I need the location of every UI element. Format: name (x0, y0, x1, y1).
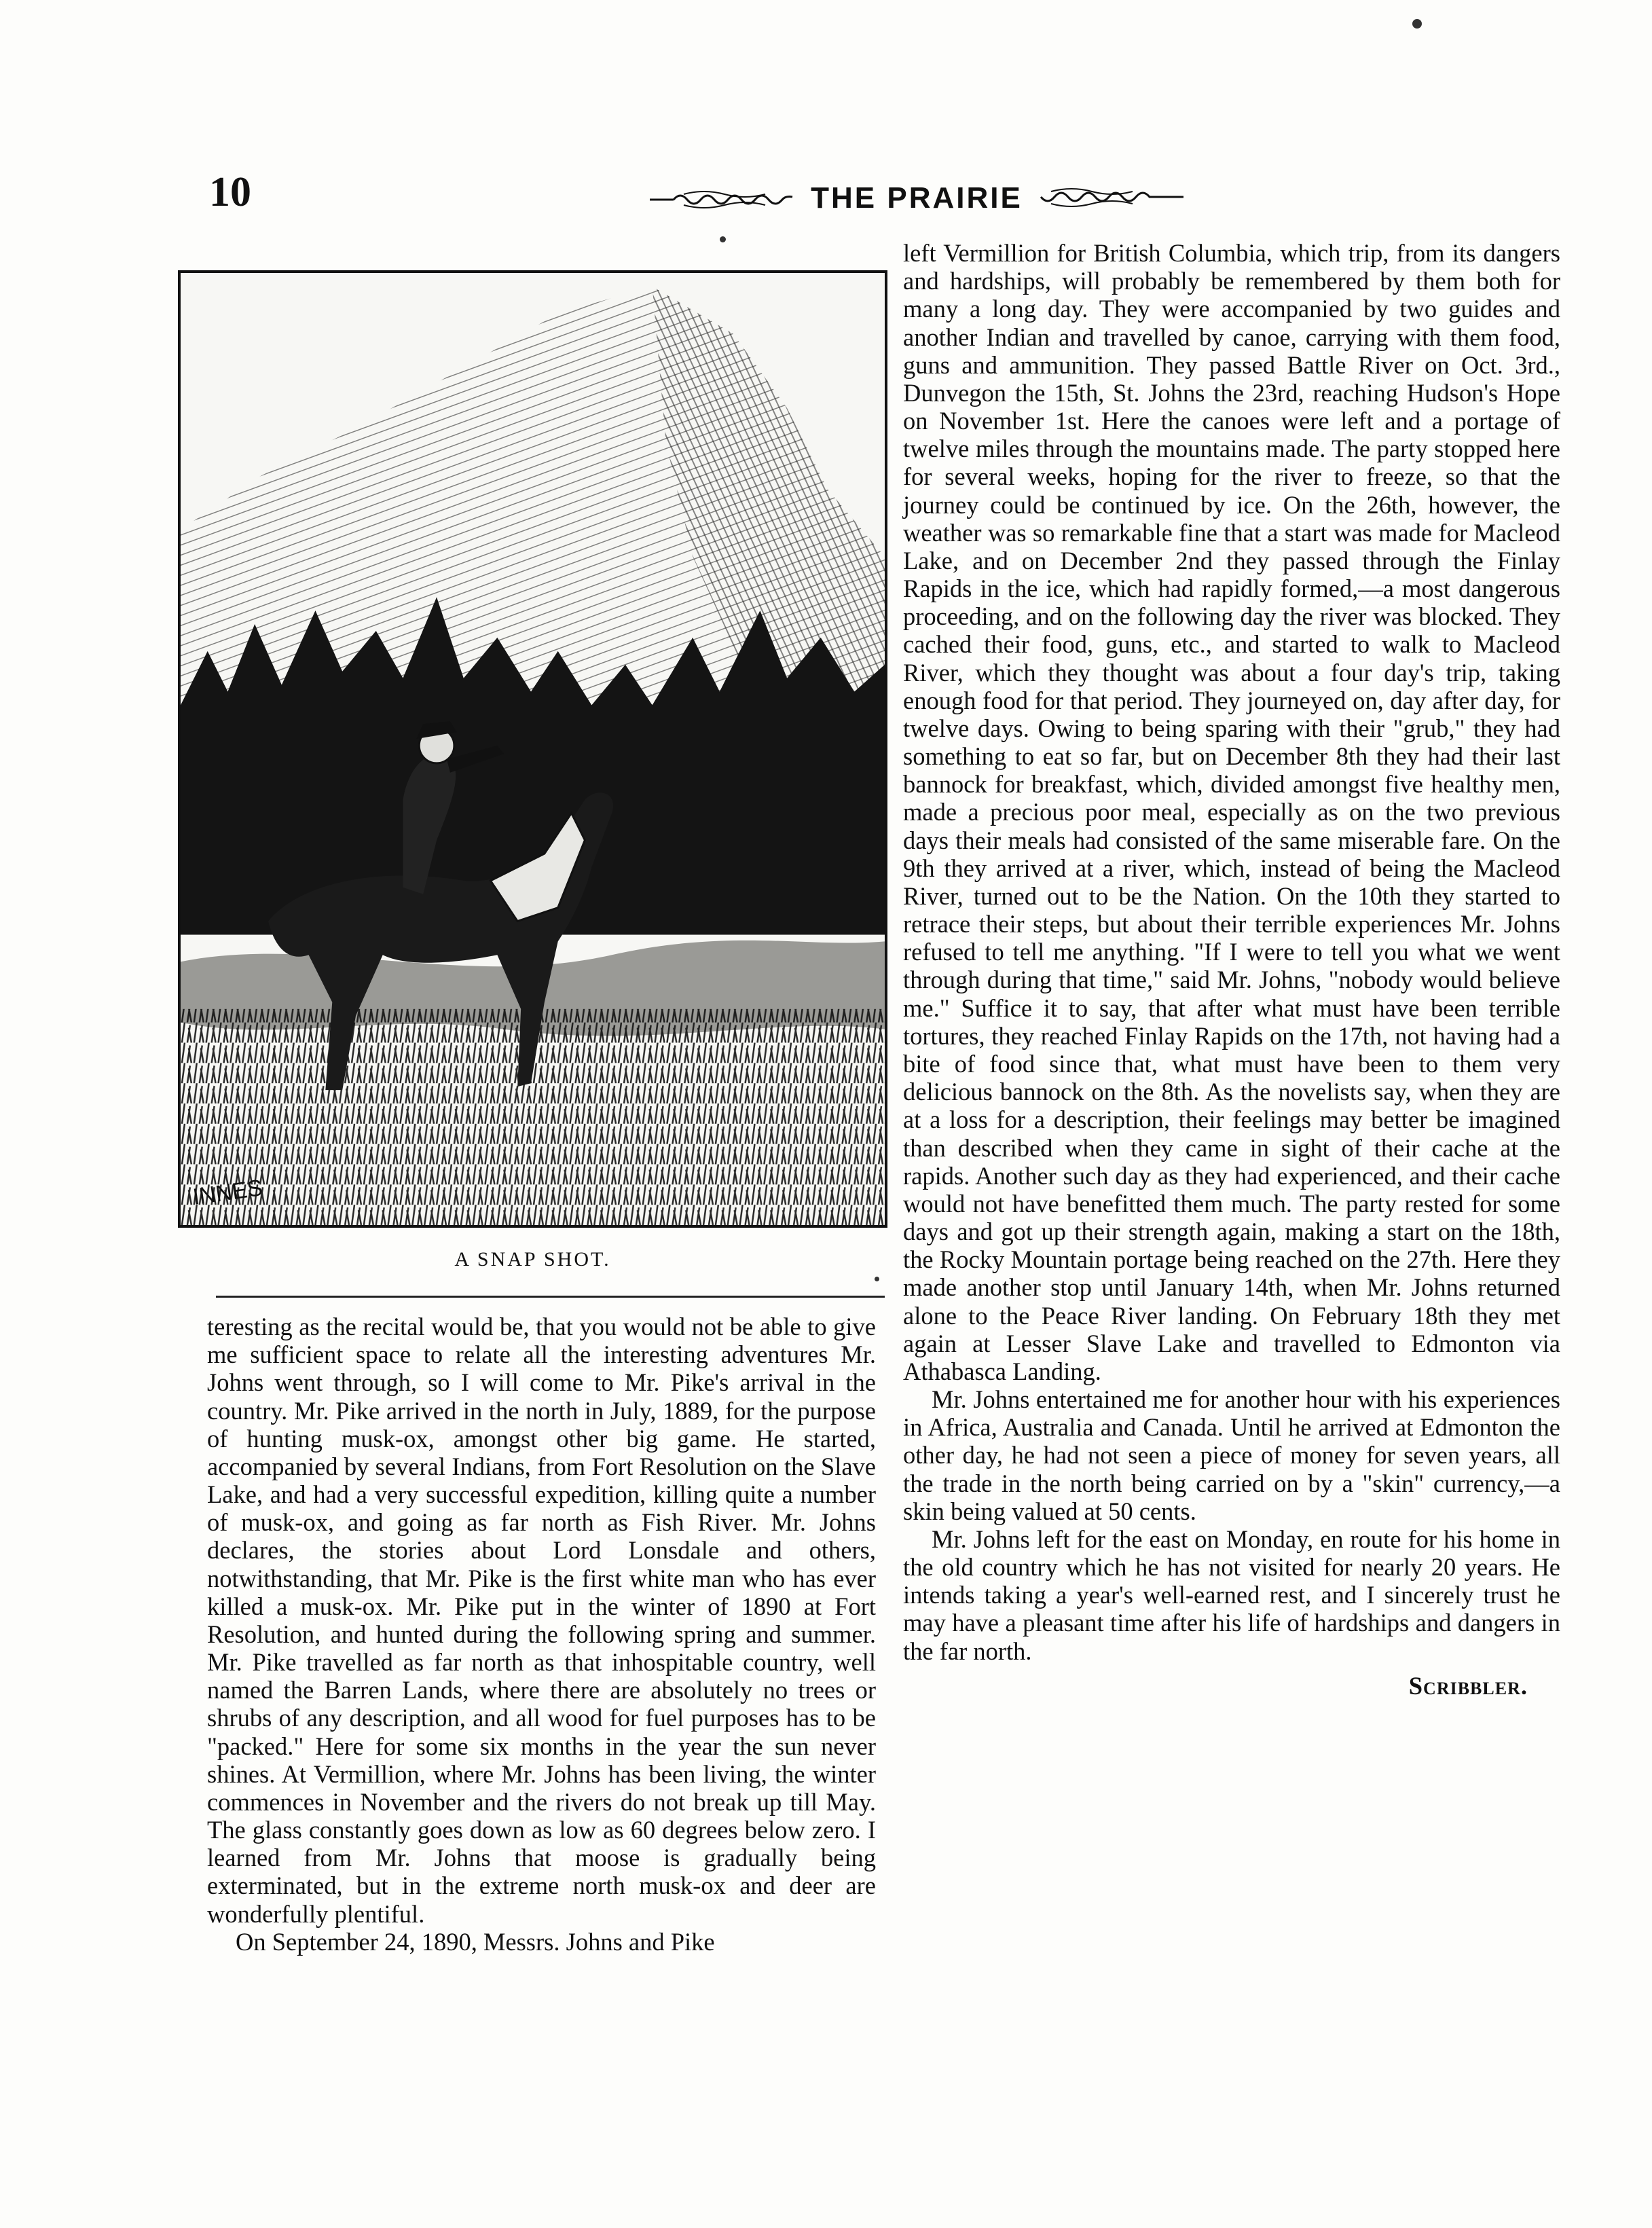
right-paragraph-2: Mr. Johns entertained me for another hour with his experiences in Africa, Australia and Canada. Until he arrived at Edmonton the other day, he had not seen a piece of money for seven years, all the trade in the north being carried on by a "skin" currency,—a skin being valued at 50 cents. (903, 1385, 1560, 1525)
page-number: 10 (209, 169, 251, 215)
left-paragraph-1: teresting as the recital would be, that you would not be able to give me sufficient space to relate all the interesting adventures Mr. Johns went through, so I will come to Mr. Pike's arrival in the country. Mr. Pike arrived in the north in July, 1889, for the purpose of hunting musk-ox, amongst other big game. He started, accompanied by several Indians, from Fort Resolution on the Slave Lake, and had a very successful expedition, killing quite a number of musk-ox, and going as far north as Fish River. Mr. Johns declares, the stories about Lord Lonsdale and others, notwithstanding, that Mr. Pike is the first white man who has ever killed a musk-ox. Mr. Pike put in the winter of 1890 at Fort Resolution, and hunted during the following spring and summer. Mr. Pike travelled as far north as that inhospitable country, well named the Barren Lands, where there are absolutely no trees or shrubs of any description, and all wood for fuel purposes has to be "packed." Here for some six months in the year the sun never shines. At Vermillion, where Mr. Johns has been living, the winter commences in November and the rivers do not break up till May. The glass constantly goes down as low as 60 degrees below zero. I learned from Mr. Johns that moose is gradually being exterminated, but in the extreme north musk-ox and deer are wonderfully plentiful. (207, 1313, 876, 1928)
publication-title: THE PRAIRIE (811, 181, 1023, 215)
left-article-column (207, 1313, 876, 1956)
masthead (625, 178, 1209, 219)
print-speck (875, 1277, 879, 1281)
illustration-caption: A SNAP SHOT. (454, 1248, 611, 1271)
print-speck (720, 236, 726, 242)
print-speck (1412, 19, 1422, 29)
right-paragraph-1: left Vermillion for British Columbia, which trip, from its dangers and hardships, will probably be remembered by them both for many a long day. They were accompanied by two guides and another Indian and travelled by canoe, carrying with them food, guns and ammunition. They passed Battle River on Oct. 3rd., Dunvegon the 15th, St. Johns the 23rd, reaching Hudson's Hope on November 1st. Here the canoes were left and a portage of twelve miles through the mountains made. The party stopped here for several weeks, hoping for the river to freeze, so that the journey could be continued by ice. On the 26th, however, the weather was so remarkable fine that a start was made for Macleod Lake, and on December 2nd they passed through the Finlay Rapids in the ice, which had rapidly formed,—a most dangerous proceeding, and on the following day the river was blocked. They cached their food, guns, etc., and started to walk to Macleod River, which they thought was about a four day's trip, taking enough food for that period. They journeyed on, day after day, for twelve days. Owing to being sparing with their "grub," they had something to eat so far, but on December 8th they had their last bannock for breakfast, which, divided amongst five healthy men, made a precious poor meal, especially as on the two previous days their meals had consisted of the same miserable fare. On the 9th they arrived at a river, which, instead of being the Macleod River, turned out to be the Nation. On the 10th they started to retrace their steps, but about their terrible experiences Mr. Johns refused to tell me anything. "If I were to tell you what we went through during that time," said Mr. Johns, "nobody would believe me." Suffice it to say, that after what must have been terrible tortures, they reached Finlay Rapids on the 17th, not having had a bite of food since that, what must have been to them very delicious bannock on the 8th. As the novelists say, when they are at a loss for a description, their feelings may better be imagined than described when they came in sight of their cache at the rapids. Another such day as they had experienced, and their cache would not have benefitted them much. The party rested for some days and got up their strength again, making a start on the 18th, the Rocky Mountain portage being reached on the 27th. Here they made another stop until January 14th, when Mr. Johns returned alone to the Peace River landing. On February 18th they met again at Lesser Slave Lake and travelled to Edmonton via Athabasca Landing. (903, 239, 1560, 1385)
artist-signature: INNES (191, 1175, 265, 1211)
caption-rule (216, 1296, 885, 1298)
left-final-line: On September 24, 1890, Messrs. Johns and Pike (236, 1927, 715, 1956)
snap-shot-illustration (178, 270, 887, 1228)
left-scroll-ornament (646, 185, 796, 212)
right-scroll-ornament (1038, 185, 1187, 212)
author-signature: Scribbler. (1408, 1671, 1528, 1700)
right-paragraph-3: Mr. Johns left for the east on Monday, en route for his home in the old country which he has not visited for nearly 20 years. He intends taking a year's well-earned rest, and I sincerely trust he may have a pleasant time after his life of hardships and dangers in the far north. (903, 1524, 1560, 1665)
right-article-column (903, 239, 1560, 1700)
